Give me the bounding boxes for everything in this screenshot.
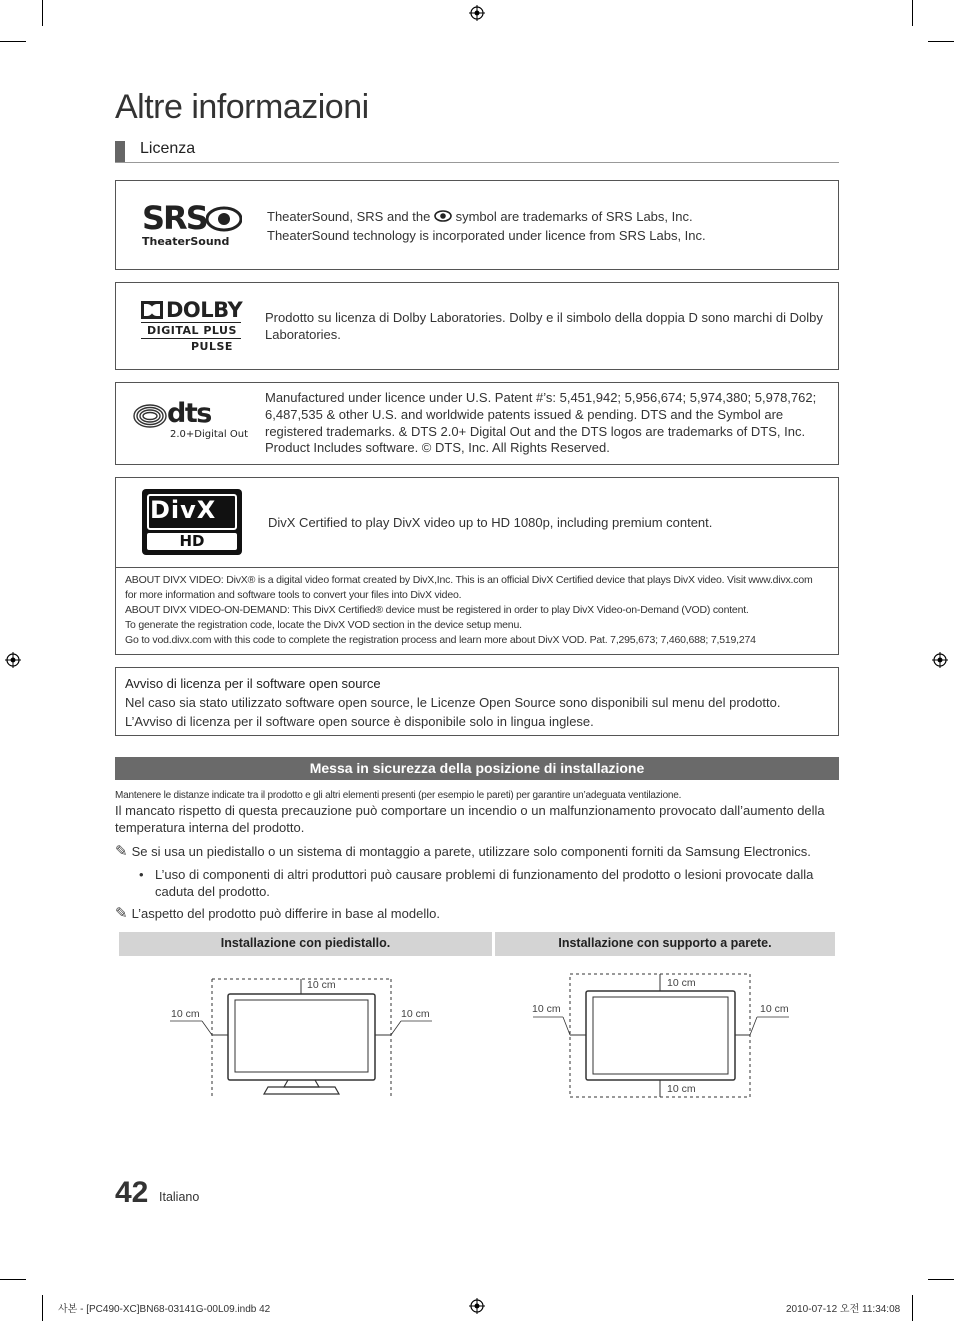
dolby-logo [141,300,242,354]
srs-text [267,208,827,244]
pencil-note-icon: ✎ [115,843,128,860]
section-bar [115,141,125,162]
registration-mark-icon [5,652,21,668]
stand-dim-left: 10 cm [171,1008,200,1020]
wall-dim-top: 10 cm [667,977,696,989]
wall-dim-right: 10 cm [760,1003,789,1015]
installation-note-1 [115,843,839,860]
srs-line2: TheaterSound technology is incorporated under licence from SRS Labs, Inc. [267,228,706,243]
installation-header: Messa in sicurezza della posizione di installazione [115,757,839,780]
divx-about-1: ABOUT DIVX VIDEO: DivX® is a digital video format created by DivX,Inc. This is an official DivX Certified device that plays DivX video. Visit www.divx.com for more information and software tools to convert your files into DivX video. [125,574,813,601]
stand-dim-top: 10 cm [307,979,336,991]
wall-dim-left: 10 cm [532,1003,561,1015]
divx-about-3: To generate the registration code, locate the DivX VOD section in the device setup menu. [125,619,522,631]
footer-date: 2010-07-12 오전 11:34:08 [786,1304,901,1315]
opensource-title: Avviso di licenza per il software open source [125,676,381,691]
footer-file: 사본 - [PC490-XC]BN68-03141G-00L09.indb 42 [58,1304,271,1315]
installation-warning: Il mancato rispetto di questa precauzione può comportare un incendio o un malfunzionamento provocato dall’aumento della temperatura interna del prodotto. [115,803,825,835]
dts-symbol-icon [133,404,167,428]
installation-bullet-1: L’uso di componenti di altri produttori può causare problemi di funzionamento del prodotto o lesioni provocate dalla caduta del prodotto. [155,867,814,899]
divx-about-4: Go to vod.divx.com with this code to complete the registration process and learn more about DivX VOD. Pat. 7,295,673; 7,460,688; 7,519,274 [125,634,756,646]
crop-mark [928,41,954,42]
installation-note-2 [115,905,839,922]
dts-text: Manufactured under licence under U.S. Patent #’s: 5,451,942; 5,956,674; 5,974,380; 5,978,762; 6,487,535 & other U.S. and worldwide patents issued & pending. DTS and the Symbol are registered trademarks. & DTS 2.0+ Digital Out and the DTS logos are trademarks of DTS, Inc. Product Includes software. © DTS, Inc. All Rights Reserved. [265,390,817,456]
srs-eye-icon [206,205,242,233]
dolby-logo-sub2: PULSE [191,340,233,353]
registration-mark-icon [469,5,485,21]
dts-logo-sub: 2.0+Digital Out [170,429,249,440]
section-title: Licenza [140,140,196,157]
stand-dim-right: 10 cm [401,1008,430,1020]
dts-logo-text: dts [167,398,211,429]
dolby-text: Prodotto su licenza di Dolby Laboratories. Dolby e il simbolo della doppia D sono marchi di Dolby Laboratories. [265,310,823,342]
installation-small-note: Mantenere le distanze indicate tra il prodotto e gli altri elementi presenti (per esempio le pareti) per garantire un’adeguata ventilazione. [115,790,682,801]
crop-mark [928,1279,954,1280]
srs-logo [142,199,242,250]
srs-logo-text: SRS [142,199,207,237]
opensource-line1: Nel caso sia stato utilizzato software open source, le Licenze Open Source sono disponibili sul menu del prodotto. [125,695,781,710]
crop-mark [0,41,26,42]
crop-mark [912,0,913,26]
dolby-logo-sub1: DIGITAL PLUS [147,324,237,337]
bullet-icon: • [139,867,144,882]
crop-mark [912,1295,913,1321]
dolby-double-d-icon [141,301,163,319]
page-language: Italiano [159,1190,200,1204]
srs-line1-b: symbol are trademarks of SRS Labs, Inc. [455,209,693,224]
crop-mark [42,0,43,26]
stand-installation-diagram [160,965,450,1100]
divx-divider [115,567,839,568]
page-title: Altre informazioni [115,88,369,126]
divx-logo [142,489,242,555]
installation-note-1-text: Se si usa un piedistallo o un sistema di montaggio a parete, utilizzare solo componenti forniti da Samsung Electronics. [131,844,811,859]
registration-mark-icon [932,652,948,668]
pencil-note-icon: ✎ [115,905,128,922]
crop-mark [42,1295,43,1321]
srs-logo-sub: TheaterSound [142,235,230,248]
srs-line1-a: TheaterSound, SRS and the [267,209,431,224]
wall-dim-bottom: 10 cm [667,1083,696,1095]
section-rule [115,162,839,163]
dts-logo [133,398,249,445]
divx-about [125,573,825,648]
divx-logo-sub: HD [179,532,205,550]
opensource-line2: L’Avviso di licenza per il software open source è disponibile solo in lingua inglese. [125,714,594,729]
divx-about-2: ABOUT DIVX VIDEO-ON-DEMAND: This DivX Certified® device must be registered in order to play DivX Video-on-Demand (VOD) content. [125,604,749,616]
divx-logo-text: DivX [150,496,217,524]
dolby-rule [141,322,241,323]
page-number: 42 [115,1176,149,1209]
registration-mark-icon [469,1298,485,1314]
divx-text: DivX Certified to play DivX video up to HD 1080p, including premium content. [268,515,713,530]
column-wall-header: Installazione con supporto a parete. [495,932,835,956]
dolby-logo-text: DOLBY [166,298,243,322]
srs-symbol-icon [434,210,452,222]
crop-mark [0,1279,26,1280]
column-stand-header: Installazione con piedistallo. [119,932,492,956]
opensource-text [125,674,830,731]
wall-installation-diagram [525,965,800,1100]
installation-note-2-text: L’aspetto del prodotto può differire in base al modello. [131,906,440,921]
dolby-rule [141,338,241,339]
